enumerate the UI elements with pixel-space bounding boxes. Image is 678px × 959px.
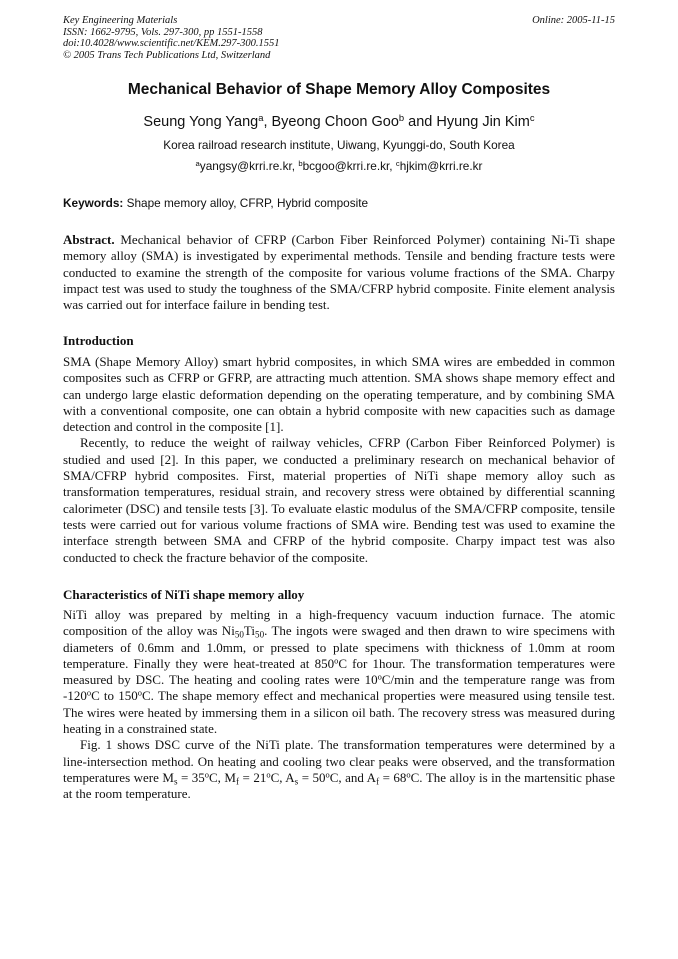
text-run: C for 1hour. The transformation temperatures were measured by DSC. The heating and cooling rates were 10 xyxy=(63,655,615,688)
text-run: C. The alloy is in the martensitic phase at the room temperature. xyxy=(63,769,615,802)
email-address: hjkim@krri.re.kr xyxy=(399,159,483,173)
text-run: = 50 xyxy=(298,769,326,785)
text-run: C/min and the temperature range was from -120 xyxy=(63,672,615,704)
degree-mark: o xyxy=(325,769,330,780)
issn-line: ISSN: 1662-9795, Vols. 297-300, pp 1551-1558 xyxy=(63,26,263,38)
paragraph: Recently, to reduce the weight of railway vehicles, CFRP (Carbon Fiber Reinforced Polymer) is studied and used [2]. In this paper, we conducted a preliminary research on mechanical behavior of SMA/CFRP hybrid composites. First, material properties of NiTi shape memory alloy such as transformation temperatures, residual strain, and recovery stress were obtained by differential scanning calorimeter (DSC) and tensile tests [3]. To evaluate elastic modulus of the SMA/CFRP composite, tensile tests were carried out for various volume fractions of SMA wire. Bending test was used to examine the interface strength between SMA and CFRP of the hybrid composite. Charpy impact test was also conducted to check the fracture behavior of the composite. xyxy=(63,435,615,565)
subscript: s xyxy=(173,776,178,787)
degree-mark: o xyxy=(86,687,92,698)
degree-mark: o xyxy=(137,687,142,698)
text-run: Fig. 1 shows DSC curve of the NiTi plate. The transformation temperatures were determined by a line-intersection method. On heating and cooling two clear peaks were observed, and the transformation temperatures were M xyxy=(63,737,615,785)
doi-line: doi:10.4028/www.scientific.net/KEM.297-300.1551 xyxy=(63,38,280,50)
degree-mark: o xyxy=(334,655,339,666)
abstract-label: Abstract. xyxy=(63,232,115,247)
author-emails: $^a$yangsy@krri.re.kr, $^b$bcgoo@krri.re.kr, $^c$hjkim@krri.re.kr xyxy=(195,158,483,173)
copyright-line: © 2005 Trans Tech Publications Ltd, Switzerland xyxy=(63,49,271,61)
keywords-line xyxy=(63,196,615,210)
text-run: C to 150 xyxy=(91,688,138,704)
online-date: Online: 2005-11-15 xyxy=(532,15,615,26)
email-mark: c xyxy=(395,158,400,168)
text-run: NiTi alloy was prepared by melting in a high-frequency vacuum induction furnace. The atomic composition of the alloy was Ni xyxy=(63,607,615,639)
paragraph: SMA (Shape Memory Alloy) smart hybrid composites, in which SMA wires are embedded in common composites such as CFRP or GFRP, are attracting much attention. SMA shows shape memory effect and can undergo large elastic deformation depending on the operating temperature, and by combining SMA with a conventional composite, one can obtain a hybrid composite with new capacities such as damage detection and control in the composite [1]. xyxy=(63,354,615,435)
text-run: = 68 xyxy=(379,769,407,785)
keywords-text: Shape memory alloy, CFRP, Hybrid composite xyxy=(123,196,369,210)
text-run: C, M xyxy=(209,769,236,785)
text-run: C. The shape memory effect and mechanical properties were measured using tensile test. The wires were heated by immersing them in a silicon oil bath. The recovery stress was measured during heating in a constrained state. xyxy=(63,688,615,737)
degree-mark: o xyxy=(377,671,382,682)
author-name: Seung Yong Yang xyxy=(143,114,259,130)
author-affil-mark: c xyxy=(529,111,535,123)
abstract-text: Mechanical behavior of CFRP (Carbon Fiber Reinforced Polymer) containing Ni-Ti shape memory alloy (SMA) is investigated by experimental methods. Tensile and bending fracture tests were conducted to examine the strength of the composite for various volume fractions of the SMA. Charpy impact test was used to study the toughness of the SMA/CFRP hybrid composite. Finite element analysis was carried out for interface failure in bending test. xyxy=(63,232,615,313)
characteristics-section xyxy=(63,607,615,803)
text-run: = 35 xyxy=(177,769,205,785)
email-address: yangsy@krri.re.kr xyxy=(199,159,292,173)
introduction-section xyxy=(63,354,615,566)
journal-header xyxy=(63,15,615,61)
keywords-label: Keywords: xyxy=(63,196,124,210)
text-run: C, and A xyxy=(329,769,377,785)
text-run: Ti xyxy=(243,623,256,639)
paper-title: Mechanical Behavior of Shape Memory Alloy Composites xyxy=(127,81,551,98)
email-address: bcgoo@krri.re.kr xyxy=(302,159,390,173)
section-heading-introduction: Introduction xyxy=(63,333,134,348)
subscript: f xyxy=(236,776,240,787)
author-affil-mark: a xyxy=(258,111,264,123)
text-run: C, A xyxy=(270,769,295,785)
subscript: s xyxy=(294,776,299,787)
author-name: Hyung Jin Kim xyxy=(436,114,530,130)
paragraph xyxy=(63,737,615,802)
subscript: 50 xyxy=(255,629,265,640)
author-affil-mark: b xyxy=(398,111,405,123)
degree-mark: o xyxy=(266,769,271,780)
paragraph xyxy=(63,607,615,737)
journal-name: Key Engineering Materials xyxy=(63,15,178,26)
author-list: Seung Yong Yang$^a$, Byeong Choon Goo$^b$ and Hyung Jin Kim$^c$ xyxy=(143,111,535,130)
text-run: = 21 xyxy=(239,769,267,785)
text-run: . The ingots were swaged and then drawn to wire specimens with diameters of 0.6mm and 1.0mm, or pressed to plate specimens with thickness of 1.0mm at room temperature. Finally they were heat-treated at 850 xyxy=(63,623,615,671)
author-separator: and xyxy=(404,114,437,130)
email-mark: a xyxy=(195,158,200,168)
section-heading-characteristics: Characteristics of NiTi shape memory alloy xyxy=(63,587,305,602)
author-name: Byeong Choon Goo xyxy=(271,114,399,130)
affiliation: Korea railroad research institute, Uiwang, Kyunggi-do, South Korea xyxy=(163,138,515,152)
email-mark: b xyxy=(298,158,303,168)
degree-mark: o xyxy=(406,769,411,780)
subscript: 50 xyxy=(234,629,244,640)
degree-mark: o xyxy=(204,769,210,780)
abstract xyxy=(63,232,615,313)
subscript: f xyxy=(376,776,380,787)
